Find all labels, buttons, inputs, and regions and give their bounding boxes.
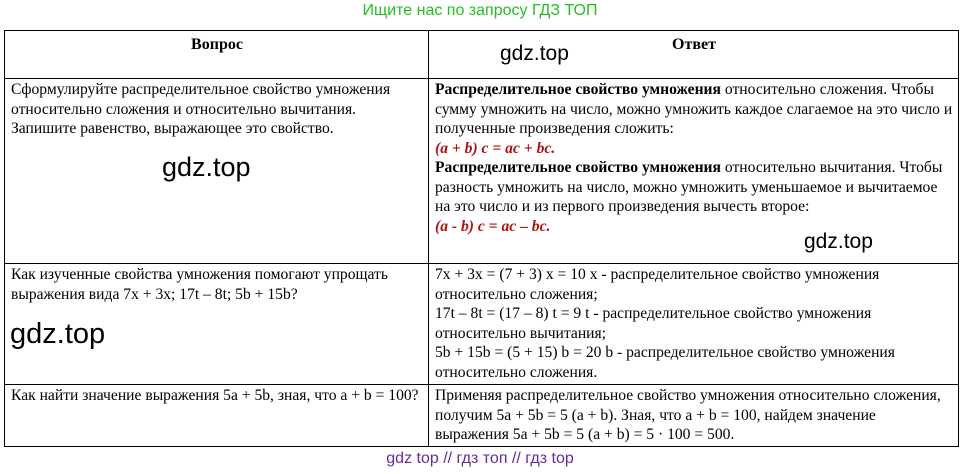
- formula-subtraction: (a - b) c = ac – bc.: [435, 217, 551, 235]
- formula-addition: (a + b) c = ac + bc.: [435, 139, 556, 157]
- answer-cell: [429, 264, 959, 385]
- question-cell: Как изученные свойства умножения помогают упрощать выражения вида 7x + 3x; 17t – 8t; 5b + 15b?: [5, 264, 429, 385]
- answer-cell: Применяя распределительное свойство умножения относительно сложения, получим 5a + 5b = 5 (a + b). Зная, что a + b = 100, найдем значение выражения 5a + 5b = 5 (a + b) = 5 · 100 = 500.: [429, 385, 959, 447]
- question-cell: Как найти значение выражения 5a + 5b, зная, что a + b = 100?: [5, 385, 429, 447]
- answer-text: относительно вычитания. Чтобы разность умножить на число, можно умножить уменьшаемое и вычитаемое на это число и из первого произведения вычесть второе:: [435, 159, 943, 215]
- watermark: gdz.top: [162, 152, 251, 182]
- header-answer: Ответ: [429, 31, 959, 79]
- term-bold: Распределительное свойство умножения: [435, 81, 721, 98]
- question-cell: Сформулируйте распределительное свойство умножения относительно сложения и относительно вычитания. Запишите равенство, выражающее это свойство.: [5, 79, 429, 264]
- answer-text: относительно сложения. Чтобы сумму умножить на число, можно умножить каждое слагаемое на это число и полученные произведения сложить:: [435, 81, 953, 137]
- table-row: [5, 264, 959, 385]
- answer-line: 17t – 8t = (17 – 8) t = 9 t - распределительное свойство умножения относительно вычитания;: [435, 305, 872, 342]
- watermark: gdz.top: [804, 230, 873, 253]
- table-row: [5, 385, 959, 447]
- answer-line: 5b + 15b = (5 + 15) b = 20 b - распределительное свойство умножения относительно сложения.: [435, 344, 895, 381]
- header-question: Вопрос: [5, 31, 429, 79]
- watermark: gdz.top: [500, 42, 569, 65]
- term-bold: Распределительное свойство умножения: [435, 159, 721, 176]
- watermark: gdz.top: [10, 318, 106, 350]
- search-banner: Ищите нас по запросу ГДЗ ТОП: [362, 2, 598, 19]
- table-header-row: [5, 31, 959, 79]
- answer-cell: [429, 79, 959, 264]
- footer-banner: gdz top // гдз топ // гдз top: [386, 450, 574, 467]
- answer-line: 7x + 3x = (7 + 3) x = 10 x - распределительное свойство умножения относительно сложения;: [435, 266, 880, 303]
